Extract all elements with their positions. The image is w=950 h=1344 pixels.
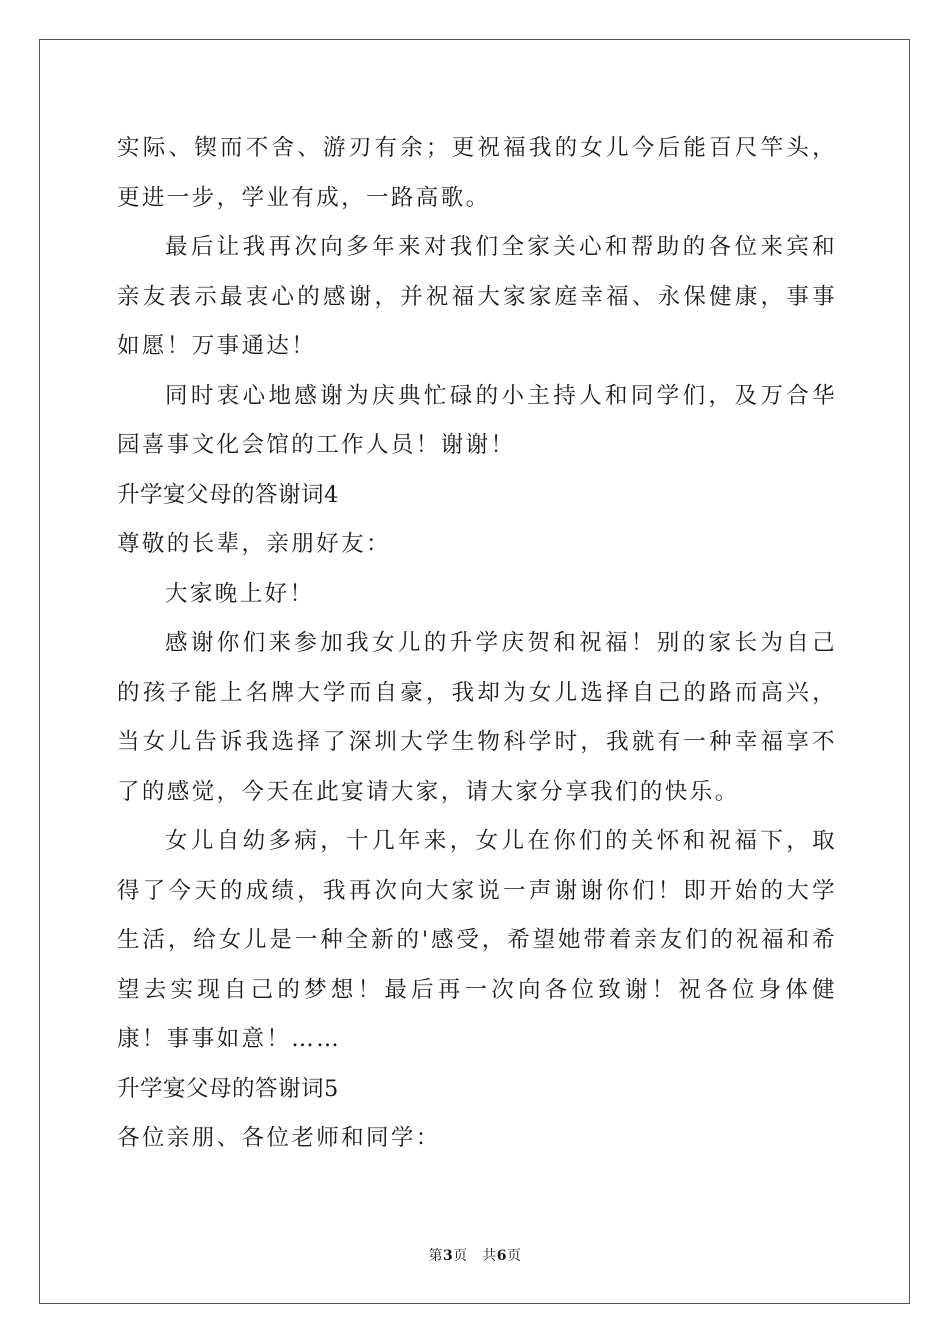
greeting-4: 大家晚上好！ bbox=[165, 580, 315, 607]
paragraph-3: 同时衷心地感谢为庆典忙碌的小主持人和同学们，及万合华园喜事文化会馆的工作人员！谢谢！ bbox=[117, 382, 837, 458]
salutation-5: 各位亲朋、各位老师和同学： bbox=[117, 1125, 441, 1151]
footer-mid: 页 共 bbox=[453, 1248, 497, 1264]
paragraph-1: 实际、锲而不舍、游刃有余；更祝福我的女儿今后能百尺竿头，更进一步，学业有成，一路高歌。 bbox=[117, 135, 837, 211]
footer-prefix: 第 bbox=[428, 1248, 443, 1264]
paragraph-2: 最后让我再次向多年来对我们全家关心和帮助的各位来宾和亲友表示最衷心的感谢，并祝福大家家庭幸福、永保健康，事事如愿！万事通达！ bbox=[117, 234, 837, 359]
paragraph-8: 女儿自幼多病，十几年来，女儿在你们的关怀和祝福下，取得了今天的成绩，我再次向大家说一声谢谢你们！即开始的大学生活，给女儿是一种全新的'感受，希望她带着亲友们的祝福和希望去实现自己的梦想！最后再一次向各位致谢！祝各位身体健康！事事如意！…… bbox=[117, 828, 837, 1052]
section-heading-5: 升学宴父母的答谢词5 bbox=[117, 1075, 339, 1102]
section-heading-4: 升学宴父母的答谢词4 bbox=[117, 481, 339, 508]
total-page-number: 6 bbox=[496, 1248, 507, 1264]
page-footer bbox=[0, 1246, 950, 1266]
footer-suffix: 页 bbox=[507, 1248, 522, 1264]
paragraph-7: 感谢你们来参加我女儿的升学庆贺和祝福！别的家长为自己的孩子能上名牌大学而自豪，我却为女儿选择自己的路而高兴，当女儿告诉我选择了深圳大学生物科学时，我就有一种幸福享不了的感觉，今天在此宴请大家，请大家分享我们的快乐。 bbox=[117, 630, 837, 805]
document-body bbox=[117, 124, 837, 1164]
current-page-number: 3 bbox=[443, 1248, 454, 1264]
salutation-4: 尊敬的长辈，亲朋好友： bbox=[117, 531, 391, 557]
